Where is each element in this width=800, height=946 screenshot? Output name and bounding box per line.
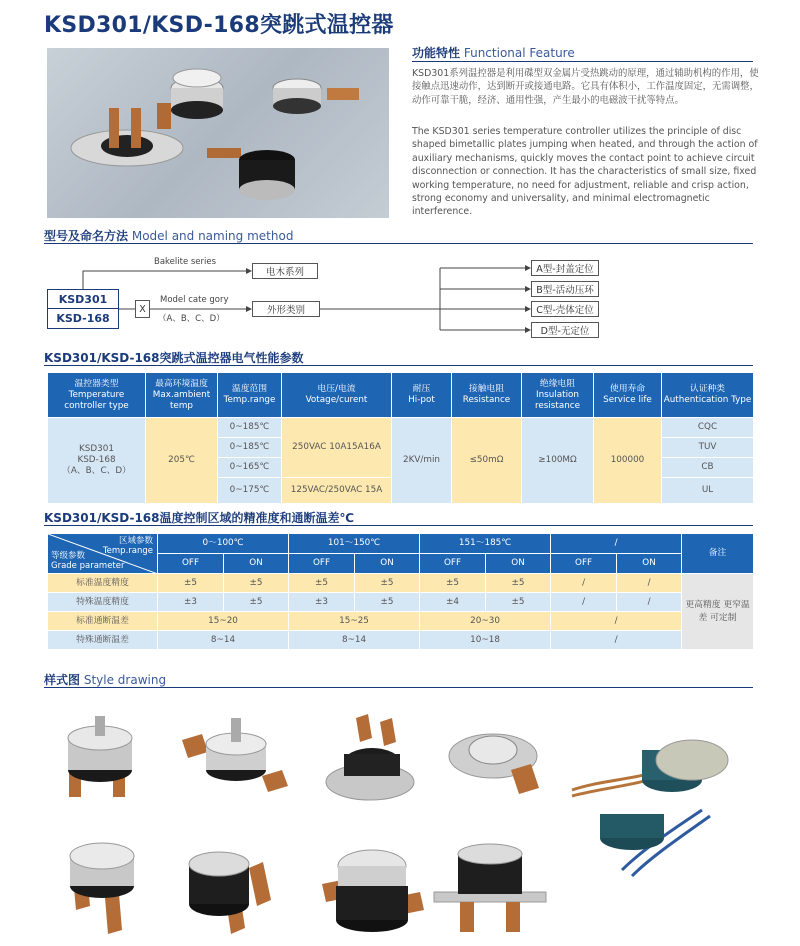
- value-cell: ±4: [420, 593, 486, 612]
- type-d-box: D型-无定位: [531, 322, 599, 338]
- hero-product-photo: [47, 48, 389, 218]
- cert-cell: CB: [662, 458, 754, 478]
- voltage-cell-b: 125VAC/250VAC 15A: [282, 478, 392, 504]
- value-cell: ±5: [224, 593, 289, 612]
- life-cell: 100000: [594, 418, 662, 504]
- naming-rule: [44, 243, 753, 244]
- off-header: OFF: [420, 554, 486, 574]
- product-photo-3: [320, 712, 420, 810]
- cert-cell: TUV: [662, 438, 754, 458]
- electrical-row: [48, 418, 754, 438]
- on-header: ON: [486, 554, 551, 574]
- style-rule: [44, 687, 753, 688]
- value-cell: 15~25: [289, 612, 420, 631]
- accuracy-row: [48, 574, 754, 593]
- naming-heading: 型号及命名方法 Model and naming method: [44, 229, 294, 243]
- model-box: [47, 289, 119, 329]
- value-cell: 20~30: [420, 612, 551, 631]
- type-a-box: A型-封盖定位: [531, 260, 599, 276]
- range-header: /: [551, 534, 682, 554]
- accuracy-rule: [44, 525, 753, 526]
- cert-cell: UL: [662, 478, 754, 504]
- bakelite-label: Bakelite series: [154, 257, 217, 267]
- header-resistance: 接触电阻 Resistance: [452, 373, 522, 418]
- voltage-cell-a: 250VAC 10A15A16A: [282, 418, 392, 478]
- model-category-label: Model cate gory: [160, 295, 229, 305]
- product-photo-4: [447, 716, 547, 804]
- value-cell: ±5: [355, 593, 420, 612]
- electrical-rule: [44, 365, 753, 366]
- hipot-cell: 2KV/min: [392, 418, 452, 504]
- accuracy-row: [48, 631, 754, 650]
- product-photo-9: [430, 838, 550, 938]
- max-temp-cell: 205℃: [146, 418, 218, 504]
- accuracy-table: [47, 533, 754, 650]
- type-b-box: B型-活动压环: [531, 281, 599, 297]
- accuracy-range-row: [48, 534, 754, 554]
- accuracy-heading: KSD301/KSD-168温度控制区域的精准度和通断温差℃: [44, 511, 355, 525]
- functional-rule: [412, 61, 753, 62]
- header-hipot: 耐压 Hi-pot: [392, 373, 452, 418]
- range-header: 151～185℃: [420, 534, 551, 554]
- electrical-header-row: [48, 373, 754, 418]
- resistance-cell: ≤50mΩ: [452, 418, 522, 504]
- value-cell: /: [617, 574, 682, 593]
- naming-connectors: [0, 245, 800, 345]
- value-cell: 15~20: [158, 612, 289, 631]
- value-cell: /: [551, 612, 682, 631]
- row-label: 特殊通断温差: [48, 631, 158, 650]
- functional-heading: 功能特性 Functional Feature: [412, 46, 575, 60]
- accuracy-row: [48, 612, 754, 631]
- x-mark-box: X: [135, 300, 150, 318]
- header-life: 使用寿命 Service life: [594, 373, 662, 418]
- off-header: OFF: [158, 554, 224, 574]
- on-header: ON: [224, 554, 289, 574]
- value-cell: 10~18: [420, 631, 551, 650]
- range-header: 101～150℃: [289, 534, 420, 554]
- model-ksd168: KSD-168: [56, 312, 110, 325]
- header-voltage: 电压/电流 Votage/curent: [282, 373, 392, 418]
- range-cell: 0~185℃: [218, 418, 282, 438]
- accuracy-row: [48, 593, 754, 612]
- header-type: 温控器类型 Temperature controller type: [48, 373, 146, 418]
- value-cell: /: [551, 631, 682, 650]
- insulation-cell: ≥100MΩ: [522, 418, 594, 504]
- shape-category-box: 外形类别: [252, 301, 320, 317]
- electrical-table: [47, 372, 754, 504]
- product-photo-2: [178, 712, 293, 807]
- type-cell: KSD301 KSD-168 （A、B、C、D）: [48, 418, 146, 504]
- style-heading: 样式图 Style drawing: [44, 673, 167, 687]
- value-cell: /: [551, 574, 617, 593]
- value-cell: ±3: [158, 593, 224, 612]
- value-cell: ±5: [289, 574, 355, 593]
- value-cell: ±5: [224, 574, 289, 593]
- cert-cell: CQC: [662, 418, 754, 438]
- header-insulation: 绝缘电阻 Insulation resistance: [522, 373, 594, 418]
- header-temp-range: 温度范围 Temp.range: [218, 373, 282, 418]
- value-cell: ±5: [420, 574, 486, 593]
- electrical-heading: KSD301/KSD-168突跳式温控器电气性能参数: [44, 351, 304, 365]
- value-cell: ±3: [289, 593, 355, 612]
- bakelite-box: 电木系列: [252, 263, 318, 279]
- model-category-sub: （A、B、C、D）: [158, 314, 225, 324]
- note-cell: 更高精度 更窄温差 可定制: [682, 574, 754, 650]
- value-cell: ±5: [486, 593, 551, 612]
- product-photo-5: [562, 730, 772, 880]
- on-header: ON: [617, 554, 682, 574]
- header-auth: 认证种类 Authentication Type: [662, 373, 754, 418]
- range-cell: 0~185℃: [218, 438, 282, 458]
- value-cell: ±5: [158, 574, 224, 593]
- value-cell: ±5: [486, 574, 551, 593]
- corner-cell: 区域参数 Temp.range 等级参数 Grade parameter: [48, 534, 158, 574]
- functional-text-cn: KSD301系列温控器是利用碟型双金属片受热跳动的原理，通过辅助机构的作用，使接触点迅速动作，达到断开或接通电路。它具有体积小，工作温度固定，无需调整，动作可靠干脆，经济、通用性强，产生最小的电磁波干扰等特点。: [412, 68, 759, 106]
- range-cell: 0~165℃: [218, 458, 282, 478]
- product-photo-8: [316, 836, 426, 936]
- value-cell: /: [617, 593, 682, 612]
- range-cell: 0~175℃: [218, 478, 282, 504]
- value-cell: 8~14: [289, 631, 420, 650]
- row-label: 标准温度精度: [48, 574, 158, 593]
- page-title: KSD301/KSD-168突跳式温控器: [44, 13, 394, 38]
- value-cell: ±5: [355, 574, 420, 593]
- product-photo-6: [60, 826, 150, 936]
- value-cell: 8~14: [158, 631, 289, 650]
- functional-text-en: The KSD301 series temperature controller utilizes the principle of disc shaped bimetallic plates jumping when heated, and through the action of auxiliary mechanisms, quickly moves the contact point to achieve circuit disconnection or connection. It has the characteristics of small size, fixed working temperature, no need for adjustment, reliable and crisp action, strong economy and universality, and minimal electromagnetic interference.: [412, 126, 758, 218]
- product-photo-1: [55, 710, 145, 810]
- note-header: 备注: [682, 534, 754, 574]
- range-header: 0～100℃: [158, 534, 289, 554]
- off-header: OFF: [551, 554, 617, 574]
- off-header: OFF: [289, 554, 355, 574]
- type-c-box: C型-壳体定位: [531, 301, 599, 317]
- row-label: 标准通断温差: [48, 612, 158, 631]
- header-max-temp: 最高环境温度 Max.ambient temp: [146, 373, 218, 418]
- product-photo-7: [175, 828, 275, 936]
- row-label: 特殊温度精度: [48, 593, 158, 612]
- model-ksd301: KSD301: [48, 290, 118, 309]
- on-header: ON: [355, 554, 420, 574]
- value-cell: /: [551, 593, 617, 612]
